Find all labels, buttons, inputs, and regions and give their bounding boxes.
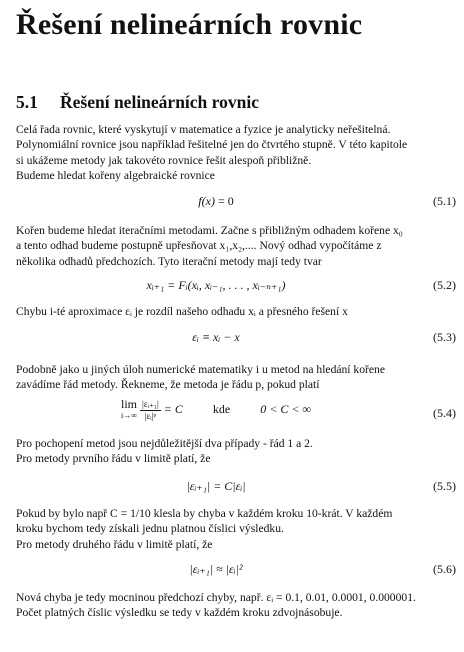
equation-formula: [16, 479, 416, 494]
eq-rhs: = Fᵢ(xᵢ, xᵢ₋₁, . . . , xᵢ₋ₙ₊₁): [167, 278, 286, 292]
eq-lhs: εᵢ: [192, 330, 199, 344]
paragraph-cases: [16, 436, 458, 467]
text-line: Pokud by bylo např C = 1/10 klesla by chyba v každém kroku 10-krát. V každém: [16, 507, 393, 520]
limit-operator: [121, 398, 137, 422]
text-line: Pro pochopení metod jsou nejdůležitější dva případy - řád 1 a 2.: [16, 437, 313, 450]
section-title: Řešení nelineárních rovnic: [60, 92, 259, 112]
text-line: Budeme hledat kořeny algebraické rovnice: [16, 169, 215, 183]
eq-lhs: f(x): [198, 194, 215, 208]
text-line: Podobně jako u jiných úloh numerické matematiky i u metod na hledání kořene: [16, 363, 385, 376]
chapter-title: Řešení nelineárních rovnic: [16, 8, 363, 41]
paragraph-order: [16, 362, 458, 393]
text-line: si ukážeme metody jak takovéto rovnice řešit alespoň přibližně.: [16, 153, 312, 167]
equation-5-5: [16, 477, 456, 499]
equation-number: (5.5): [433, 479, 456, 493]
text-line: Celá řada rovnic, které vyskytují v matematice a fyzice je analyticky neřešitelná.: [16, 123, 391, 136]
equation-number: (5.1): [433, 194, 456, 208]
paragraph-intro: [16, 122, 458, 184]
eq-rhs: = C|εᵢ|: [213, 479, 246, 493]
equation-number: (5.3): [433, 330, 456, 344]
equation-5-3: [16, 328, 456, 350]
eq-condition: 0 < C < ∞: [260, 401, 311, 416]
text-line: Polynomiální rovnice jsou například řešitelné jen do čtvrtého stupně. V této kapitole: [16, 138, 408, 152]
paragraph-iteration: [16, 223, 458, 269]
text-line: Chybu i-té aproximace εᵢ je rozdíl našeho odhadu xᵢ a přesného řešení x: [16, 305, 348, 318]
equation-5-4: [16, 398, 456, 428]
paragraph-example: [16, 506, 458, 552]
section-heading: [16, 92, 259, 113]
text-line: několika odhadů předchozích. Tyto iterační metody mají tedy tvar: [16, 254, 322, 268]
text-line: a tento odhad budeme postupně upřesňovat x₁,x₂,.... Nový odhad vypočítáme z: [16, 239, 382, 253]
equation-5-1: [16, 192, 456, 214]
fraction: [140, 399, 161, 422]
equation-formula: [16, 398, 416, 422]
equation-5-6: [16, 560, 456, 582]
equation-5-2: [16, 276, 456, 298]
eq-lhs: xᵢ₊₁: [146, 278, 165, 292]
text-line: Nová chyba je tedy mocninou předchozí chyby, např. εᵢ = 0.1, 0.01, 0.0001, 0.000001.: [16, 591, 416, 604]
equation-formula: [16, 562, 416, 577]
fraction-denominator: |εᵢ|ᵖ: [144, 410, 157, 421]
equation-number: (5.2): [433, 278, 456, 292]
eq-rhs: ≈ |εᵢ|²: [216, 562, 243, 576]
section-number: 5.1: [16, 92, 38, 112]
text-line: Pro metody druhého řádu v limitě platí, že: [16, 537, 213, 551]
limit-subscript: i→∞: [121, 411, 137, 420]
eq-lhs: |εᵢ₊₁|: [189, 562, 214, 576]
eq-rhs: = 0: [217, 194, 234, 208]
kde-word: kde: [212, 401, 231, 416]
eq-lhs: |εᵢ₊₁|: [186, 479, 211, 493]
equation-number: (5.6): [433, 562, 456, 576]
paragraph-conclusion: [16, 590, 458, 621]
text-line: kroku bychom tedy získali jednu platnou číslici výsledku.: [16, 522, 284, 536]
equation-formula: [16, 330, 416, 345]
fraction-numerator: |εᵢ₊₁|: [142, 398, 159, 409]
equation-formula: [16, 278, 416, 293]
equation-formula: [16, 194, 416, 209]
text-line: Pro metody prvního řádu v limitě platí, že: [16, 452, 211, 466]
text-line: Počet platných číslic výsledku se tedy v každém kroku zdvojnásobuje.: [16, 606, 343, 620]
text-line: zavádíme řád metody. Řekneme, že metoda je řádu p, pokud platí: [16, 378, 320, 392]
equation-number: (5.4): [433, 406, 456, 420]
text-line: Kořen budeme hledat iteračními metodami. Začne s přibližným odhadem kořene x₀: [16, 224, 403, 237]
paragraph-error: [16, 304, 458, 319]
limit-label: lim: [121, 397, 138, 411]
eq-rhs: ≡ xᵢ − x: [201, 330, 240, 344]
eq-rhs: = C: [163, 401, 183, 416]
